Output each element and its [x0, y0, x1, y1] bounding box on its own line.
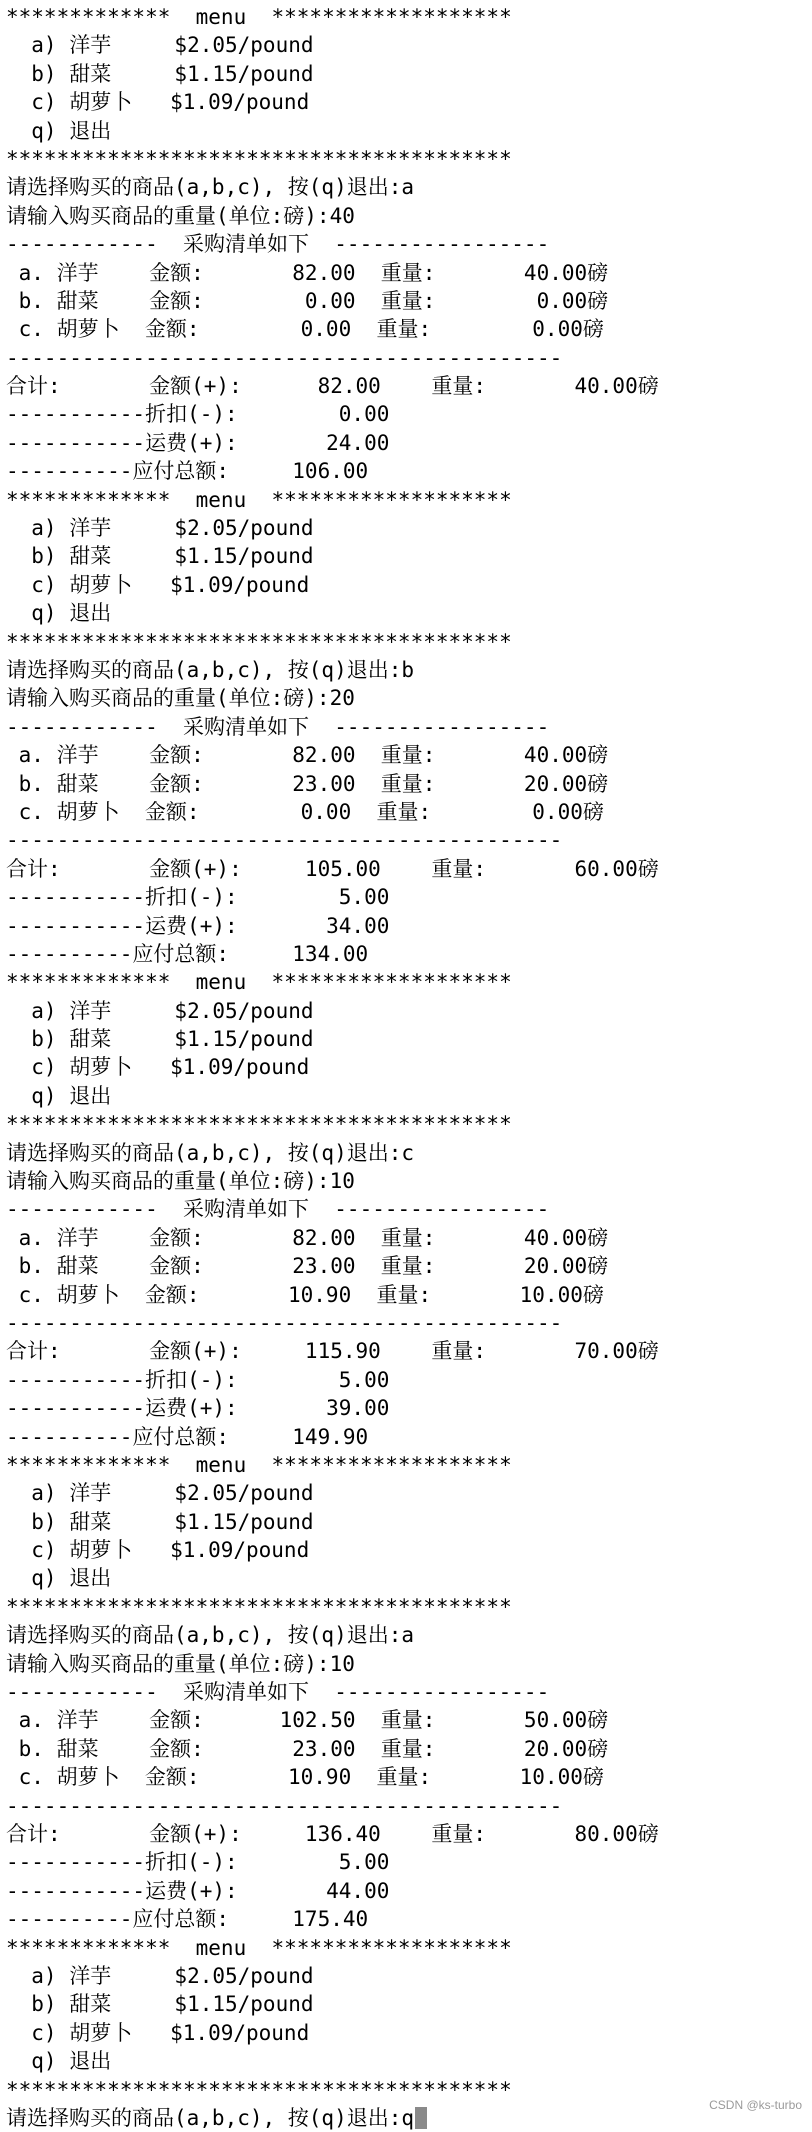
menu-footer: **************************************** — [6, 629, 512, 654]
list-row-a: a. 洋芋 金额: 82.00 重量: 40.00磅 — [6, 1225, 609, 1250]
list-row-c: c. 胡萝卜 金额: 0.00 重量: 0.00磅 — [6, 317, 604, 342]
menu-item-c: c) 胡萝卜 $1.09/pound — [6, 1055, 310, 1080]
list-header: ------------ 采购清单如下 ----------------- — [6, 1197, 550, 1222]
discount-line: -----------折扣(-): 0.00 — [6, 402, 390, 427]
menu-footer: **************************************** — [6, 1594, 512, 1619]
menu-footer: **************************************** — [6, 146, 512, 171]
menu-item-a: a) 洋芋 $2.05/pound — [6, 1963, 314, 1988]
menu-item-a: a) 洋芋 $2.05/pound — [6, 516, 314, 541]
payable-line: ----------应付总额: 106.00 — [6, 459, 369, 484]
weight-prompt: 请输入购买商品的重量(单位:磅):10 — [6, 1169, 355, 1194]
list-row-a: a. 洋芋 金额: 102.50 重量: 50.00磅 — [6, 1708, 609, 1733]
list-row-a: a. 洋芋 金额: 82.00 重量: 40.00磅 — [6, 260, 609, 285]
menu-item-q: q) 退出 — [6, 1083, 112, 1108]
list-header: ------------ 采购清单如下 ----------------- — [6, 232, 550, 257]
menu-item-b: b) 甜菜 $1.15/pound — [6, 1509, 314, 1534]
list-row-c: c. 胡萝卜 金额: 0.00 重量: 0.00磅 — [6, 799, 604, 824]
terminal-output — [6, 3, 810, 2132]
list-header: ------------ 采购清单如下 ----------------- — [6, 1680, 550, 1705]
weight-prompt: 请输入购买商品的重量(单位:磅):20 — [6, 686, 355, 711]
shipping-line: -----------运费(+): 39.00 — [6, 1396, 390, 1421]
menu-item-b: b) 甜菜 $1.15/pound — [6, 1992, 314, 2017]
list-row-c: c. 胡萝卜 金额: 10.90 重量: 10.00磅 — [6, 1765, 604, 1790]
menu-item-a: a) 洋芋 $2.05/pound — [6, 1481, 314, 1506]
selection-prompt: 请选择购买的商品(a,b,c), 按(q)退出:c — [6, 1140, 415, 1165]
list-row-a: a. 洋芋 金额: 82.00 重量: 40.00磅 — [6, 743, 609, 768]
shipping-line: -----------运费(+): 34.00 — [6, 913, 390, 938]
list-divider: -------------------------------------------- — [6, 345, 563, 370]
shipping-line: -----------运费(+): 44.00 — [6, 1878, 390, 1903]
menu-item-b: b) 甜菜 $1.15/pound — [6, 61, 314, 86]
menu-header: ************* menu ******************* — [6, 1452, 512, 1477]
list-row-b: b. 甜菜 金额: 23.00 重量: 20.00磅 — [6, 771, 609, 796]
menu-header: ************* menu ******************* — [6, 487, 512, 512]
list-header: ------------ 采购清单如下 ----------------- — [6, 714, 550, 739]
weight-prompt: 请输入购买商品的重量(单位:磅):10 — [6, 1651, 355, 1676]
list-row-c: c. 胡萝卜 金额: 10.90 重量: 10.00磅 — [6, 1282, 604, 1307]
discount-line: -----------折扣(-): 5.00 — [6, 1367, 390, 1392]
payable-line: ----------应付总额: 175.40 — [6, 1907, 369, 1932]
menu-item-b: b) 甜菜 $1.15/pound — [6, 544, 314, 569]
discount-line: -----------折扣(-): 5.00 — [6, 885, 390, 910]
discount-line: -----------折扣(-): 5.00 — [6, 1850, 390, 1875]
list-divider: -------------------------------------------- — [6, 828, 563, 853]
list-row-b: b. 甜菜 金额: 0.00 重量: 0.00磅 — [6, 288, 609, 313]
menu-item-q: q) 退出 — [6, 601, 112, 626]
total-line: 合计: 金额(+): 105.00 重量: 60.00磅 — [6, 856, 659, 881]
weight-prompt: 请输入购买商品的重量(单位:磅):40 — [6, 203, 355, 228]
list-row-b: b. 甜菜 金额: 23.00 重量: 20.00磅 — [6, 1254, 609, 1279]
menu-footer: **************************************** — [6, 1112, 512, 1137]
menu-item-b: b) 甜菜 $1.15/pound — [6, 1027, 314, 1052]
menu-item-c: c) 胡萝卜 $1.09/pound — [6, 572, 310, 597]
selection-prompt: 请选择购买的商品(a,b,c), 按(q)退出:a — [6, 1623, 415, 1648]
shipping-line: -----------运费(+): 24.00 — [6, 430, 390, 455]
payable-line: ----------应付总额: 149.90 — [6, 1424, 369, 1449]
selection-prompt: 请选择购买的商品(a,b,c), 按(q)退出:b — [6, 657, 415, 682]
list-divider: -------------------------------------------- — [6, 1793, 563, 1818]
menu-item-c: c) 胡萝卜 $1.09/pound — [6, 2020, 310, 2045]
menu-item-a: a) 洋芋 $2.05/pound — [6, 33, 314, 58]
menu-item-a: a) 洋芋 $2.05/pound — [6, 998, 314, 1023]
final-selection-prompt: 请选择购买的商品(a,b,c), 按(q)退出:q — [6, 2105, 415, 2130]
total-line: 合计: 金额(+): 136.40 重量: 80.00磅 — [6, 1822, 659, 1846]
total-line: 合计: 金额(+): 82.00 重量: 40.00磅 — [6, 374, 659, 399]
menu-header: ************* menu ******************* — [6, 1935, 512, 1960]
selection-prompt: 请选择购买的商品(a,b,c), 按(q)退出:a — [6, 175, 415, 200]
watermark: CSDN @ks-turbo — [709, 2098, 802, 2112]
menu-item-q: q) 退出 — [6, 2049, 112, 2074]
total-line: 合计: 金额(+): 115.90 重量: 70.00磅 — [6, 1339, 659, 1364]
menu-item-c: c) 胡萝卜 $1.09/pound — [6, 1538, 310, 1563]
menu-item-q: q) 退出 — [6, 1566, 112, 1591]
payable-line: ----------应付总额: 134.00 — [6, 941, 369, 966]
menu-header: ************* menu ******************* — [6, 970, 512, 995]
list-divider: -------------------------------------------- — [6, 1310, 563, 1335]
menu-item-q: q) 退出 — [6, 118, 112, 143]
menu-header: ************* menu ******************* — [6, 5, 512, 29]
menu-item-c: c) 胡萝卜 $1.09/pound — [6, 90, 310, 115]
list-row-b: b. 甜菜 金额: 23.00 重量: 20.00磅 — [6, 1736, 609, 1761]
menu-footer: **************************************** — [6, 2077, 512, 2102]
